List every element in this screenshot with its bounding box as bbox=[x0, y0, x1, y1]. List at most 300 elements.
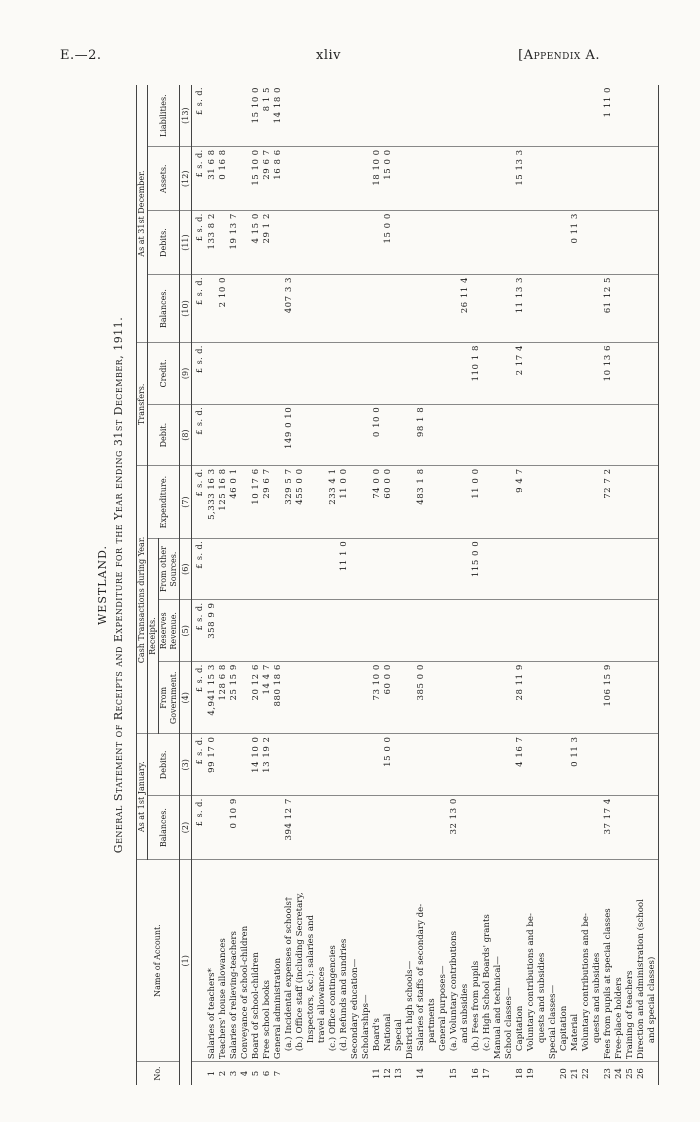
table-row bbox=[416, 85, 427, 1085]
amount-cell bbox=[350, 734, 361, 796]
amount-cell bbox=[229, 85, 240, 147]
amount-cell bbox=[515, 538, 526, 600]
account-name: Special classes— bbox=[548, 860, 559, 1062]
amount-cell bbox=[339, 343, 350, 405]
amount-cell bbox=[427, 466, 438, 538]
table-row bbox=[284, 85, 295, 1085]
amount-cell bbox=[625, 734, 636, 796]
amount-cell: 46 0 1 bbox=[229, 466, 240, 538]
amount-cell bbox=[405, 85, 416, 147]
amount-cell bbox=[350, 404, 361, 466]
row-number: 12 bbox=[383, 1068, 394, 1080]
account-name: (c.) High School Boards' grants bbox=[482, 860, 493, 1062]
amount-cell bbox=[372, 343, 383, 405]
page-code: E.—2. bbox=[60, 48, 102, 63]
amount-cell: 115 0 0 bbox=[471, 538, 482, 600]
unit-blank bbox=[192, 860, 208, 1062]
amount-cell bbox=[383, 796, 394, 860]
amount-cell bbox=[460, 85, 471, 147]
amount-cell bbox=[372, 274, 383, 342]
amount-cell: 133 8 2 bbox=[207, 211, 218, 275]
amount-cell bbox=[240, 274, 251, 342]
amount-cell bbox=[526, 466, 537, 538]
amount-cell bbox=[449, 274, 460, 342]
amount-cell bbox=[328, 274, 339, 342]
amount-cell bbox=[262, 274, 273, 342]
amount-cell: 10 17 6 bbox=[251, 466, 262, 538]
amount-cell: 74 0 0 bbox=[372, 466, 383, 538]
amount-cell bbox=[570, 274, 581, 342]
amount-cell: 19 13 7 bbox=[229, 211, 240, 275]
amount-cell bbox=[493, 466, 504, 538]
amount-cell bbox=[427, 211, 438, 275]
amount-cell bbox=[460, 343, 471, 405]
amount-cell bbox=[416, 274, 427, 342]
amount-cell bbox=[427, 343, 438, 405]
amount-cell bbox=[614, 211, 625, 275]
col-group-jan: As at 1st January. bbox=[137, 734, 148, 860]
amount-cell bbox=[394, 147, 405, 211]
amount-cell bbox=[306, 211, 317, 275]
amount-cell: 15 10 0 bbox=[251, 147, 262, 211]
amount-cell bbox=[295, 600, 306, 662]
row-number bbox=[427, 1062, 438, 1085]
amount-cell bbox=[262, 343, 273, 405]
amount-cell bbox=[339, 600, 350, 662]
account-name: Direction and administration (school bbox=[636, 860, 647, 1062]
account-name: Fees from pupils at special classes bbox=[603, 860, 614, 1062]
amount-cell bbox=[251, 600, 262, 662]
row-number: 21 bbox=[570, 1068, 581, 1080]
amount-cell bbox=[207, 796, 218, 860]
col-liabilities: Liabilities. bbox=[148, 85, 180, 147]
amount-cell bbox=[328, 147, 339, 211]
amount-cell bbox=[405, 538, 416, 600]
amount-cell bbox=[537, 796, 548, 860]
row-number bbox=[295, 1062, 306, 1085]
amount-cell bbox=[570, 796, 581, 860]
amount-cell bbox=[372, 211, 383, 275]
row-number: 13 bbox=[394, 1068, 405, 1080]
amount-cell bbox=[526, 662, 537, 734]
amount-cell bbox=[559, 538, 570, 600]
amount-cell bbox=[350, 538, 361, 600]
table-row bbox=[570, 85, 581, 1085]
amount-cell bbox=[526, 538, 537, 600]
amount-cell bbox=[317, 343, 328, 405]
amount-cell bbox=[537, 211, 548, 275]
amount-cell bbox=[361, 404, 372, 466]
amount-cell: 60 0 0 bbox=[383, 662, 394, 734]
amount-cell bbox=[416, 147, 427, 211]
amount-cell bbox=[317, 600, 328, 662]
table-row bbox=[526, 85, 537, 1085]
amount-cell bbox=[548, 600, 559, 662]
amount-cell bbox=[471, 147, 482, 211]
amount-cell bbox=[350, 147, 361, 211]
col-number: (2) bbox=[180, 796, 192, 860]
col-group-transfers: Transfers. bbox=[137, 343, 148, 466]
amount-cell bbox=[603, 538, 614, 600]
col-number: (11) bbox=[180, 211, 192, 275]
amount-cell bbox=[339, 662, 350, 734]
amount-cell bbox=[240, 343, 251, 405]
amount-cell: 16 8 6 bbox=[273, 147, 284, 211]
amount-cell bbox=[372, 538, 383, 600]
amount-cell bbox=[339, 274, 350, 342]
amount-cell bbox=[460, 600, 471, 662]
amount-cell bbox=[229, 404, 240, 466]
amount-cell bbox=[372, 600, 383, 662]
amount-cell bbox=[625, 85, 636, 147]
amount-cell bbox=[570, 662, 581, 734]
amount-cell bbox=[482, 538, 493, 600]
row-number: 24 bbox=[614, 1068, 625, 1080]
account-name: District high schools— bbox=[405, 860, 416, 1062]
amount-cell bbox=[284, 734, 295, 796]
amount-cell bbox=[207, 538, 218, 600]
amount-cell bbox=[394, 796, 405, 860]
amount-cell bbox=[306, 404, 317, 466]
amount-cell bbox=[636, 147, 647, 211]
amount-cell bbox=[405, 600, 416, 662]
amount-cell bbox=[526, 147, 537, 211]
account-name: Board's bbox=[372, 860, 383, 1062]
amount-cell bbox=[438, 147, 449, 211]
amount-cell bbox=[317, 404, 328, 466]
amount-cell bbox=[636, 404, 647, 466]
amount-cell bbox=[361, 600, 372, 662]
amount-cell bbox=[482, 147, 493, 211]
amount-cell: 11 0 0 bbox=[471, 466, 482, 538]
amount-cell bbox=[218, 538, 229, 600]
amount-cell bbox=[537, 85, 548, 147]
account-name: (b.) Office staff (including Secretary, bbox=[295, 860, 306, 1062]
row-number: 23 bbox=[603, 1068, 614, 1080]
table-row bbox=[482, 85, 493, 1085]
col-number: (6) bbox=[180, 538, 192, 600]
amount-cell bbox=[405, 404, 416, 466]
amount-cell bbox=[526, 343, 537, 405]
amount-cell bbox=[416, 796, 427, 860]
col-number: (5) bbox=[180, 600, 192, 662]
table-row bbox=[548, 85, 559, 1085]
amount-cell bbox=[570, 538, 581, 600]
amount-cell bbox=[559, 85, 570, 147]
table-row bbox=[306, 85, 317, 1085]
table-row bbox=[603, 85, 614, 1085]
row-number: 18 bbox=[515, 1068, 526, 1080]
statement-subtitle: General Statement of Receipts and Expenditure for the Year ending 31st December, 1911. bbox=[112, 316, 125, 854]
col-debits-dec: Debits. bbox=[148, 211, 180, 275]
amount-cell bbox=[427, 600, 438, 662]
amount-cell bbox=[581, 466, 592, 538]
unit-row bbox=[192, 85, 208, 1085]
amount-cell bbox=[548, 211, 559, 275]
account-name: Material bbox=[570, 860, 581, 1062]
amount-cell bbox=[339, 734, 350, 796]
row-number: 4 bbox=[240, 1070, 251, 1077]
amount-cell bbox=[317, 274, 328, 342]
amount-cell bbox=[240, 147, 251, 211]
amount-cell bbox=[614, 404, 625, 466]
unit-label: £ s. d. bbox=[192, 600, 208, 662]
amount-cell bbox=[526, 600, 537, 662]
amount-cell bbox=[284, 211, 295, 275]
amount-cell bbox=[284, 600, 295, 662]
amount-cell bbox=[295, 211, 306, 275]
amount-cell bbox=[471, 274, 482, 342]
amount-cell bbox=[240, 404, 251, 466]
amount-cell bbox=[570, 600, 581, 662]
amount-cell bbox=[493, 662, 504, 734]
amount-cell bbox=[614, 85, 625, 147]
amount-cell bbox=[350, 600, 361, 662]
account-name: Free school books bbox=[262, 860, 273, 1062]
amount-cell bbox=[295, 147, 306, 211]
amount-cell bbox=[449, 147, 460, 211]
unit-label: £ s. d. bbox=[192, 404, 208, 466]
amount-cell bbox=[537, 466, 548, 538]
amount-cell bbox=[328, 85, 339, 147]
statement-table bbox=[136, 85, 659, 1085]
account-name: Secondary education— bbox=[350, 860, 361, 1062]
amount-cell bbox=[207, 343, 218, 405]
table-row bbox=[581, 85, 592, 1085]
amount-cell: 110 1 8 bbox=[471, 343, 482, 405]
amount-cell bbox=[570, 466, 581, 538]
amount-cell bbox=[592, 147, 603, 211]
amount-cell bbox=[449, 211, 460, 275]
amount-cell: 99 17 0 bbox=[207, 734, 218, 796]
unit-label: £ s. d. bbox=[192, 343, 208, 405]
row-number: 15 bbox=[449, 1068, 460, 1080]
amount-cell bbox=[295, 343, 306, 405]
amount-cell bbox=[515, 211, 526, 275]
account-name: quests and subsidies bbox=[537, 860, 548, 1062]
amount-cell bbox=[548, 85, 559, 147]
amount-cell bbox=[548, 343, 559, 405]
amount-cell: 4,941 15 3 bbox=[207, 662, 218, 734]
amount-cell: 11 13 3 bbox=[515, 274, 526, 342]
amount-cell bbox=[537, 147, 548, 211]
col-name: Name of Account. bbox=[137, 860, 180, 1062]
amount-cell bbox=[240, 734, 251, 796]
amount-cell bbox=[625, 466, 636, 538]
account-name: School classes— bbox=[504, 860, 515, 1062]
col-credit: Credit. bbox=[148, 343, 180, 405]
unit-label: £ s. d. bbox=[192, 274, 208, 342]
amount-cell bbox=[383, 538, 394, 600]
amount-cell bbox=[537, 734, 548, 796]
amount-cell bbox=[240, 211, 251, 275]
amount-cell bbox=[625, 662, 636, 734]
row-number bbox=[647, 1062, 659, 1085]
amount-cell bbox=[614, 147, 625, 211]
amount-cell bbox=[207, 85, 218, 147]
col-number-blank bbox=[180, 1062, 192, 1085]
amount-cell bbox=[361, 662, 372, 734]
amount-cell bbox=[273, 343, 284, 405]
amount-cell: 25 15 9 bbox=[229, 662, 240, 734]
amount-cell bbox=[273, 796, 284, 860]
table-row bbox=[383, 85, 394, 1085]
account-name: (a.) Incidental expenses of schools† bbox=[284, 860, 295, 1062]
amount-cell bbox=[526, 796, 537, 860]
amount-cell bbox=[449, 466, 460, 538]
amount-cell bbox=[537, 538, 548, 600]
amount-cell bbox=[295, 404, 306, 466]
amount-cell bbox=[383, 274, 394, 342]
amount-cell: 15 0 0 bbox=[383, 211, 394, 275]
amount-cell bbox=[273, 404, 284, 466]
col-reserves: Reserves Revenue. bbox=[159, 600, 180, 662]
unit-label: £ s. d. bbox=[192, 662, 208, 734]
amount-cell: 11 0 0 bbox=[339, 466, 350, 538]
amount-cell bbox=[592, 343, 603, 405]
amount-cell bbox=[537, 600, 548, 662]
amount-cell bbox=[405, 662, 416, 734]
amount-cell: 8 1 5 bbox=[262, 85, 273, 147]
amount-cell bbox=[526, 85, 537, 147]
col-group-dec: As at 31st December. bbox=[137, 85, 148, 343]
account-name: Teachers' house allowances bbox=[218, 860, 229, 1062]
amount-cell bbox=[350, 85, 361, 147]
row-number: 7 bbox=[273, 1070, 284, 1077]
amount-cell bbox=[306, 466, 317, 538]
unit-label: £ s. d. bbox=[192, 466, 208, 538]
amount-cell bbox=[229, 600, 240, 662]
amount-cell bbox=[482, 274, 493, 342]
amount-cell bbox=[548, 796, 559, 860]
unit-label: £ s. d. bbox=[192, 211, 208, 275]
amount-cell bbox=[328, 538, 339, 600]
amount-cell bbox=[504, 734, 515, 796]
amount-cell bbox=[460, 734, 471, 796]
amount-cell bbox=[592, 796, 603, 860]
amount-cell bbox=[229, 734, 240, 796]
amount-cell: 10 13 6 bbox=[603, 343, 614, 405]
account-name: Board of school-children bbox=[251, 860, 262, 1062]
amount-cell bbox=[581, 538, 592, 600]
account-name: Salaries of teachers* bbox=[207, 860, 218, 1062]
amount-cell bbox=[262, 796, 273, 860]
amount-cell bbox=[218, 211, 229, 275]
amount-cell bbox=[581, 796, 592, 860]
amount-cell bbox=[361, 466, 372, 538]
amount-cell bbox=[592, 538, 603, 600]
amount-cell bbox=[306, 343, 317, 405]
amount-cell bbox=[295, 662, 306, 734]
amount-cell: 20 12 6 bbox=[251, 662, 262, 734]
amount-cell bbox=[350, 796, 361, 860]
col-debit: Debit. bbox=[148, 404, 180, 466]
amount-cell bbox=[548, 274, 559, 342]
table-row bbox=[317, 85, 328, 1085]
amount-cell bbox=[636, 538, 647, 600]
amount-cell bbox=[647, 274, 659, 342]
amount-cell bbox=[482, 466, 493, 538]
amount-cell bbox=[526, 211, 537, 275]
amount-cell bbox=[416, 211, 427, 275]
amount-cell bbox=[636, 274, 647, 342]
row-number: 25 bbox=[625, 1068, 636, 1080]
amount-cell: 72 7 2 bbox=[603, 466, 614, 538]
row-number bbox=[405, 1062, 416, 1085]
amount-cell bbox=[229, 343, 240, 405]
table-row bbox=[394, 85, 405, 1085]
account-name: General administration bbox=[273, 860, 284, 1062]
account-name: (c.) Office contingencies bbox=[328, 860, 339, 1062]
amount-cell bbox=[383, 600, 394, 662]
amount-cell bbox=[438, 274, 449, 342]
row-number: 6 bbox=[262, 1070, 273, 1077]
amount-cell bbox=[361, 85, 372, 147]
amount-cell bbox=[636, 600, 647, 662]
amount-cell: 14 4 7 bbox=[262, 662, 273, 734]
amount-cell bbox=[603, 600, 614, 662]
amount-cell bbox=[383, 343, 394, 405]
row-number: 20 bbox=[559, 1068, 570, 1080]
account-name: Capitation bbox=[559, 860, 570, 1062]
amount-cell bbox=[482, 734, 493, 796]
table-row bbox=[559, 85, 570, 1085]
account-name: Salaries of staffs of secondary de- bbox=[416, 860, 427, 1062]
col-number: (9) bbox=[180, 343, 192, 405]
amount-cell bbox=[559, 343, 570, 405]
amount-cell bbox=[636, 466, 647, 538]
unit-label: £ s. d. bbox=[192, 734, 208, 796]
amount-cell bbox=[647, 600, 659, 662]
table-row bbox=[504, 85, 515, 1085]
row-number bbox=[361, 1062, 372, 1085]
amount-cell bbox=[548, 734, 559, 796]
table-row bbox=[493, 85, 504, 1085]
amount-cell bbox=[207, 274, 218, 342]
amount-cell bbox=[647, 796, 659, 860]
amount-cell bbox=[218, 404, 229, 466]
amount-cell bbox=[284, 147, 295, 211]
amount-cell: 37 17 4 bbox=[603, 796, 614, 860]
amount-cell bbox=[394, 662, 405, 734]
amount-cell bbox=[614, 600, 625, 662]
amount-cell bbox=[614, 796, 625, 860]
amount-cell bbox=[438, 796, 449, 860]
amount-cell bbox=[229, 147, 240, 211]
amount-cell bbox=[614, 466, 625, 538]
amount-cell bbox=[350, 211, 361, 275]
amount-cell bbox=[350, 343, 361, 405]
amount-cell bbox=[592, 600, 603, 662]
amount-cell bbox=[603, 211, 614, 275]
col-number: (12) bbox=[180, 147, 192, 211]
amount-cell bbox=[449, 538, 460, 600]
amount-cell bbox=[460, 466, 471, 538]
amount-cell bbox=[284, 85, 295, 147]
account-name: General purposes— bbox=[438, 860, 449, 1062]
amount-cell: 880 18 6 bbox=[273, 662, 284, 734]
amount-cell bbox=[328, 600, 339, 662]
amount-cell bbox=[493, 147, 504, 211]
table-row bbox=[405, 85, 416, 1085]
amount-cell bbox=[306, 600, 317, 662]
unit-label: £ s. d. bbox=[192, 796, 208, 860]
table-row bbox=[636, 85, 647, 1085]
col-number: (4) bbox=[180, 662, 192, 734]
amount-cell bbox=[295, 796, 306, 860]
table-row bbox=[515, 85, 526, 1085]
amount-cell bbox=[449, 734, 460, 796]
